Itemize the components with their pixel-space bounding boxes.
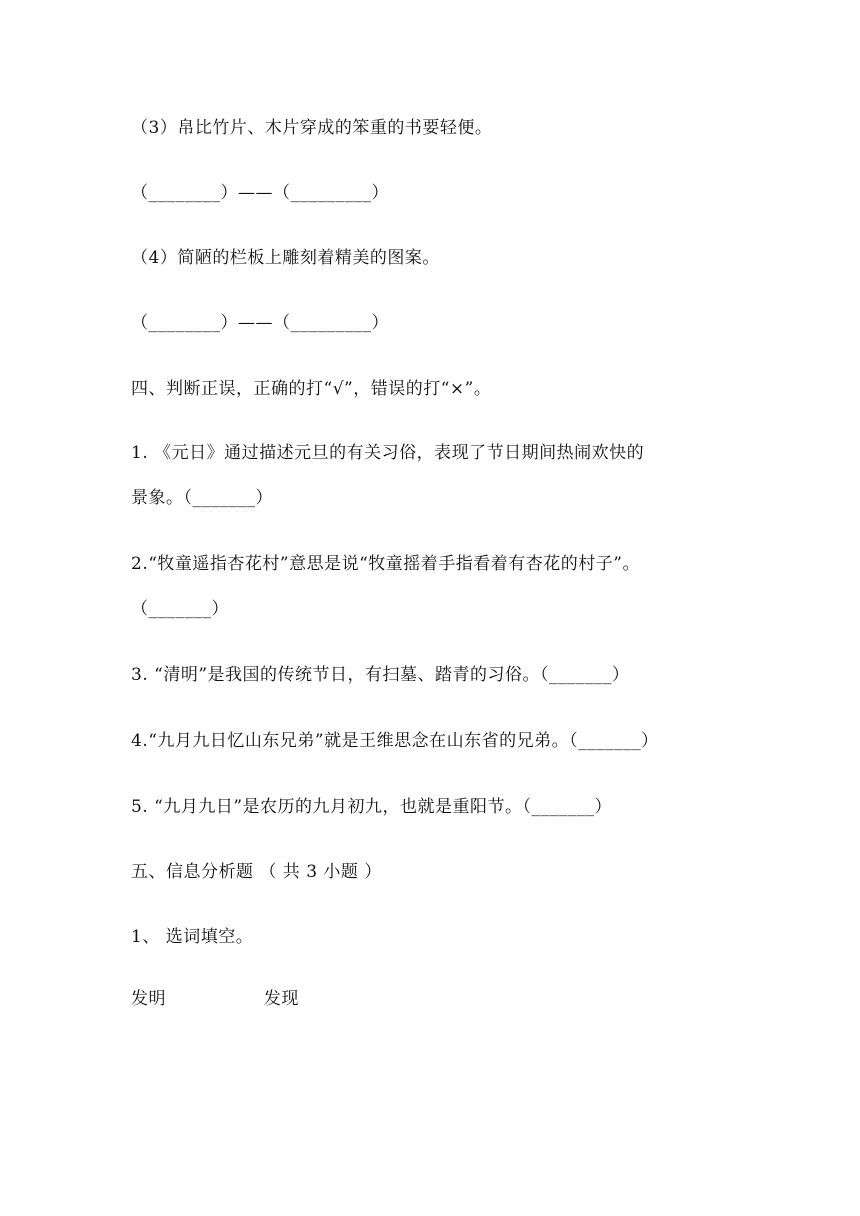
question-3-sentence: （3）帛比竹片、木片穿成的笨重的书要轻便。 bbox=[131, 118, 493, 138]
question-3-answer-blanks: （________）——（_________） bbox=[131, 183, 389, 203]
judge-item-5: 5. “九月九日”是农历的九月初九，也就是重阳节。（_______） bbox=[131, 797, 613, 817]
judge-item-1-line-2: 景象。（_______） bbox=[131, 488, 273, 508]
word-choices bbox=[131, 988, 299, 1010]
question-4-sentence: （4）简陋的栏板上雕刻着精美的图案。 bbox=[131, 248, 440, 268]
word-choice-2: 发现 bbox=[263, 989, 299, 1009]
judge-item-4: 4.“九月九日忆山东兄弟”就是王维思念在山东省的兄弟。（_______） bbox=[131, 731, 659, 751]
section-4-heading: 四、判断正误，正确的打“√”，错误的打“×”。 bbox=[131, 379, 492, 399]
judge-item-3: 3. “清明”是我国的传统节日，有扫墓、踏青的习俗。（_______） bbox=[131, 665, 630, 685]
judge-item-2-line-1: 2.“牧童遥指杏花村”意思是说“牧童摇着手指看着有杏花的村子”。 bbox=[131, 554, 640, 574]
question-4-answer-blanks: （________）——（_________） bbox=[131, 313, 389, 333]
section-5-question-1: 1、 选词填空。 bbox=[131, 927, 254, 947]
judge-item-1-line-1: 1. 《元日》通过描述元旦的有关习俗，表现了节日期间热闹欢快的 bbox=[131, 443, 645, 463]
judge-item-2-line-2: （_______） bbox=[131, 599, 229, 619]
word-choice-1: 发明 bbox=[131, 989, 166, 1009]
section-5-heading: 五、信息分析题 （ 共 3 小题 ） bbox=[131, 862, 382, 882]
